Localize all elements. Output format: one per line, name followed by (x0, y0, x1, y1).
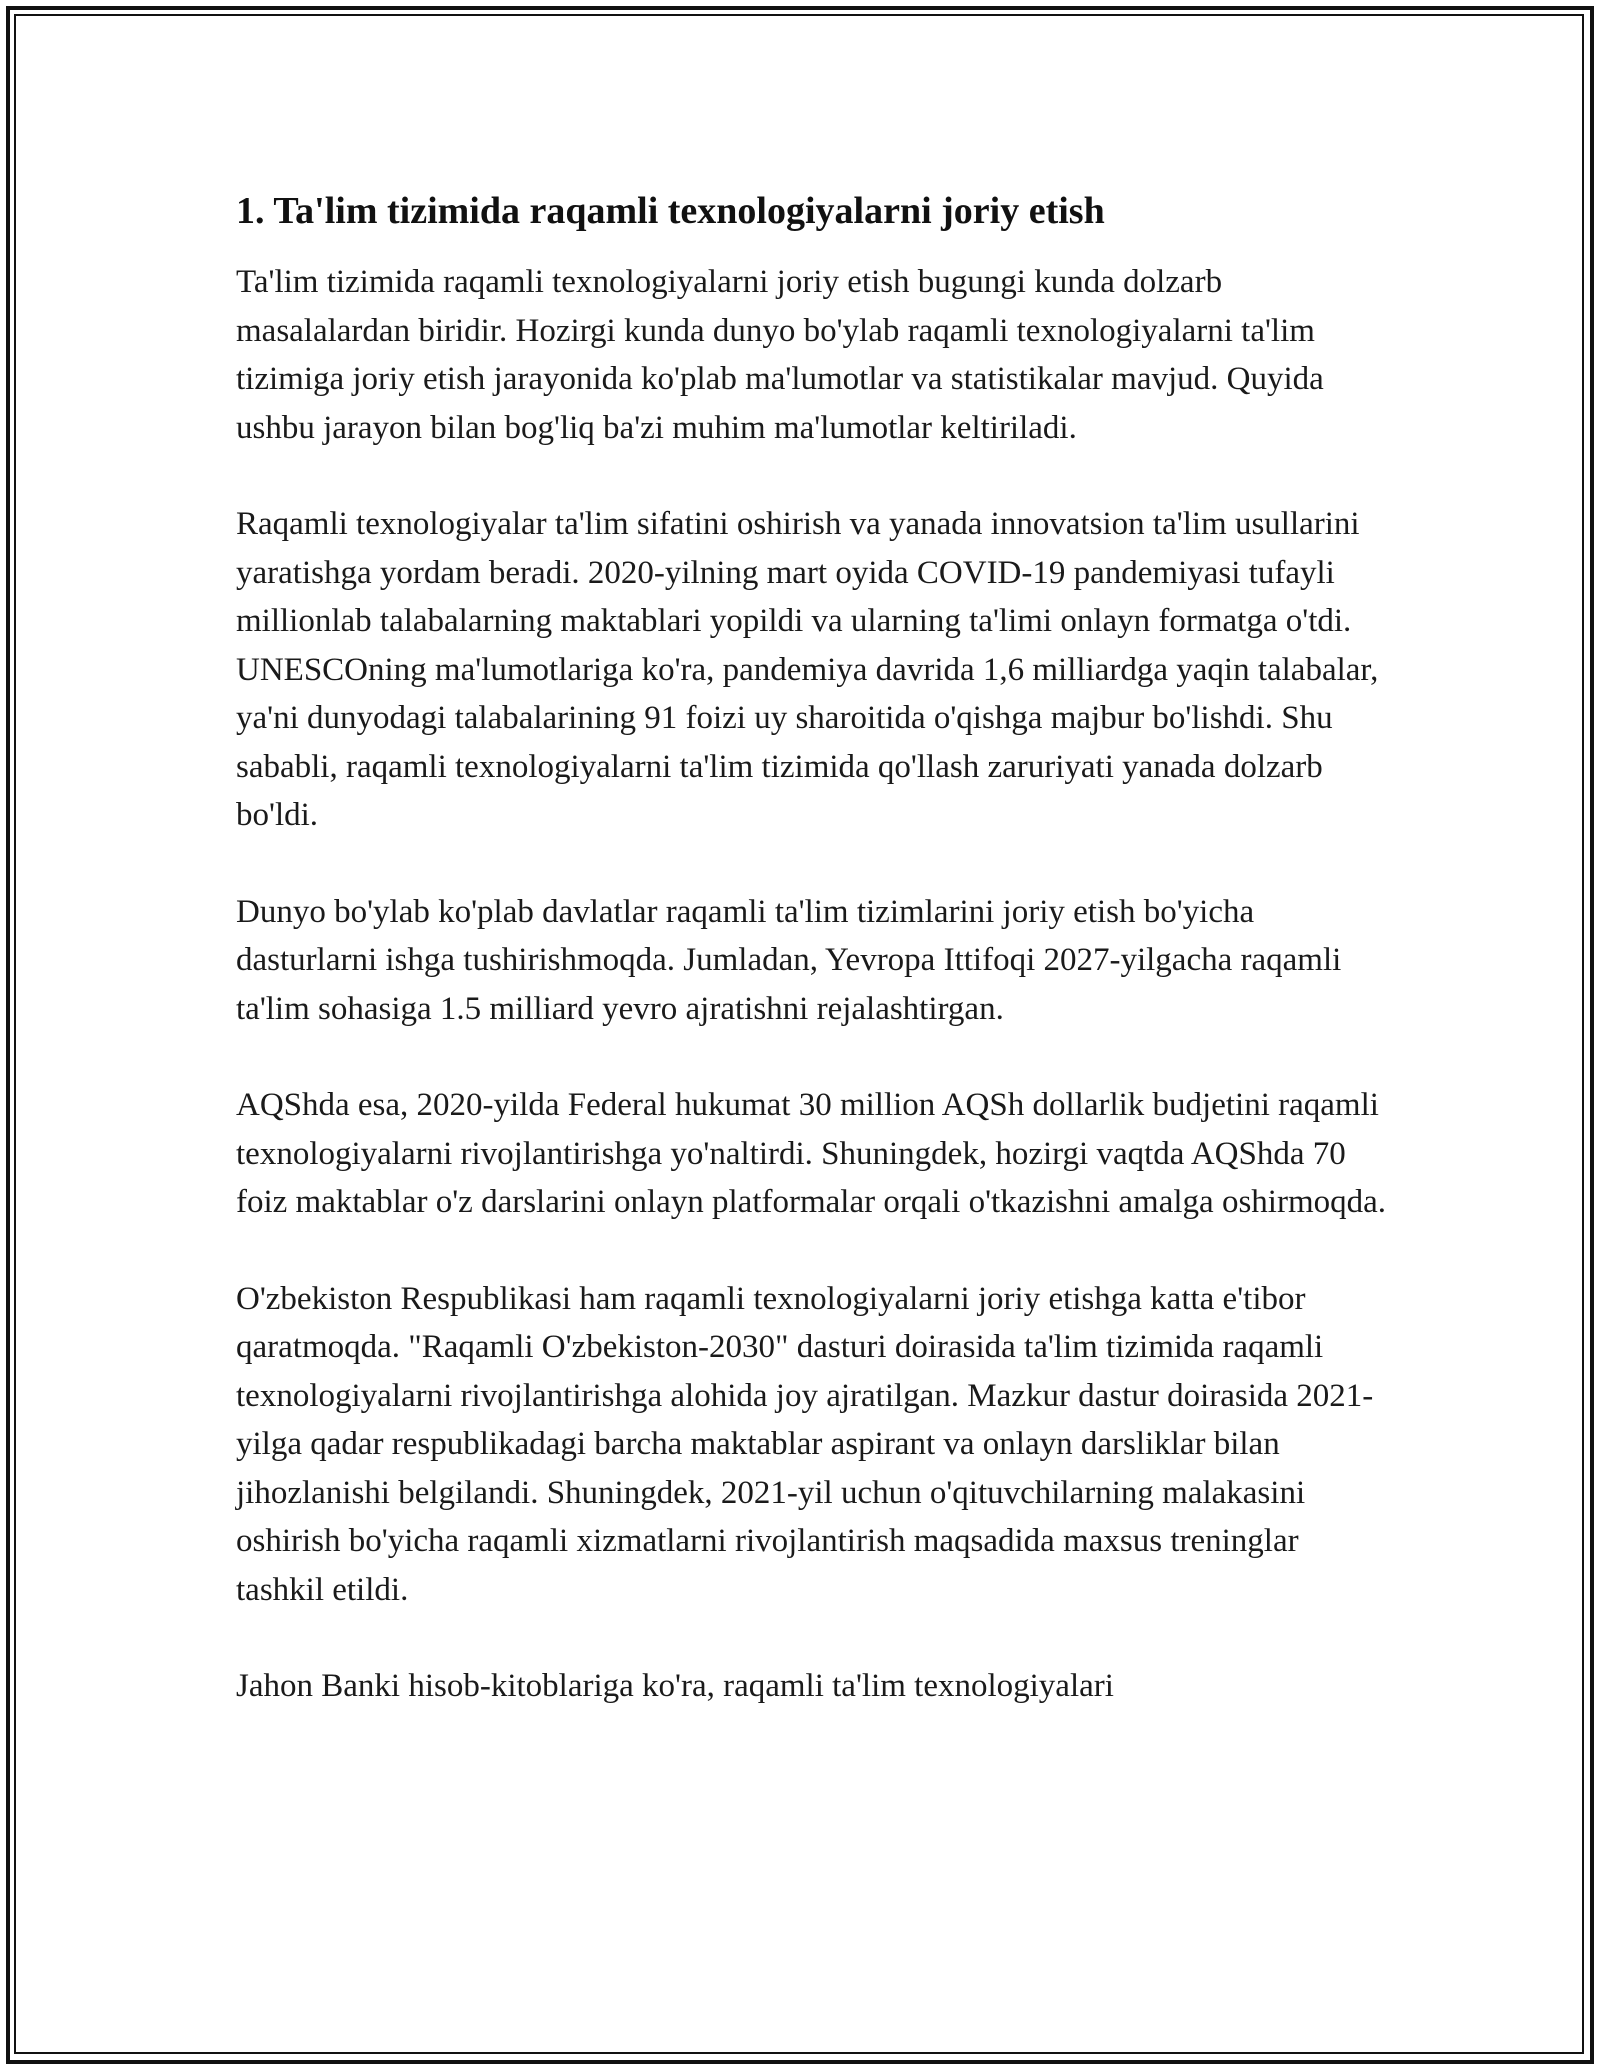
paragraph-covid: Raqamli texnologiyalar ta'lim sifatini oshirish va yanada innovatsion ta'lim usullarini yaratishga yordam beradi. 2020-yilning mart oyida COVID-19 pandemiyasi tufayli millionlab talabalarning maktablari yopildi va ularning ta'limi onlayn formatga o'tdi. UNESCOning ma'lumotlariga ko'ra, pandemiya davrida 1,6 milliardga yaqin talabalar, ya'ni dunyodagi talabalarining 91 foizi uy sharoitida o'qishga majbur bo'lishdi. Shu sababli, raqamli texnologiyalarni ta'lim tizimida qo'llash zaruriyati yanada dolzarb bo'ldi. (236, 506, 1379, 833)
paragraph-intro: Ta'lim tizimida raqamli texnologiyalarni joriy etish bugungi kunda dolzarb masalalardan biridir. Hozirgi kunda dunyo bo'ylab raqamli texnologiyalarni ta'lim tizimiga joriy etish jarayonida ko'plab ma'lumotlar va statistikalar mavjud. Quyida ushbu jarayon bilan bog'liq ba'zi muhim ma'lumotlar keltiriladi. (236, 264, 1324, 446)
document-page (236, 186, 1386, 1759)
section-heading: 1. Ta'lim tizimida raqamli texnologiyalarni joriy etish (236, 190, 1105, 232)
paragraph-uzbekistan: O'zbekiston Respublikasi ham raqamli texnologiyalarni joriy etishga katta e'tibor qaratmoqda. "Raqamli O'zbekiston-2030" dasturi doirasida ta'lim tizimida raqamli texnologiyalarni rivojlantirishga alohida joy ajratilgan. Mazkur dastur doirasida 2021-yilga qadar respublikadagi barcha maktablar aspirant va onlayn darsliklar bilan jihozlanishi belgilandi. Shuningdek, 2021-yil uchun o'qituvchilarning malakasini oshirish bo'yicha raqamli xizmatlarni rivojlantirish maqsadida maxsus treninglar tashkil etildi. (236, 1280, 1374, 1608)
paragraph-usa: AQShda esa, 2020-yilda Federal hukumat 30 million AQSh dollarlik budjetini raqamli texnologiyalarni rivojlantirishga yo'naltirdi. Shuningdek, hozirgi vaqtda AQShda 70 foiz maktablar o'z darslarini onlayn platformalar orqali o'tkazishni amalga oshirmoqda. (236, 1087, 1387, 1220)
paragraph-world-programs: Dunyo bo'ylab ko'plab davlatlar raqamli ta'lim tizimlarini joriy etish bo'yicha dasturlarni ishga tushirishmoqda. Jumladan, Yevropa Ittifoqi 2027-yilgacha raqamli ta'lim sohasiga 1.5 milliard yevro ajratishni rejalashtirgan. (236, 893, 1342, 1027)
paragraph-world-bank: Jahon Banki hisob-kitoblariga ko'ra, raqamli ta'lim texnologiyalari (236, 1668, 1114, 1704)
